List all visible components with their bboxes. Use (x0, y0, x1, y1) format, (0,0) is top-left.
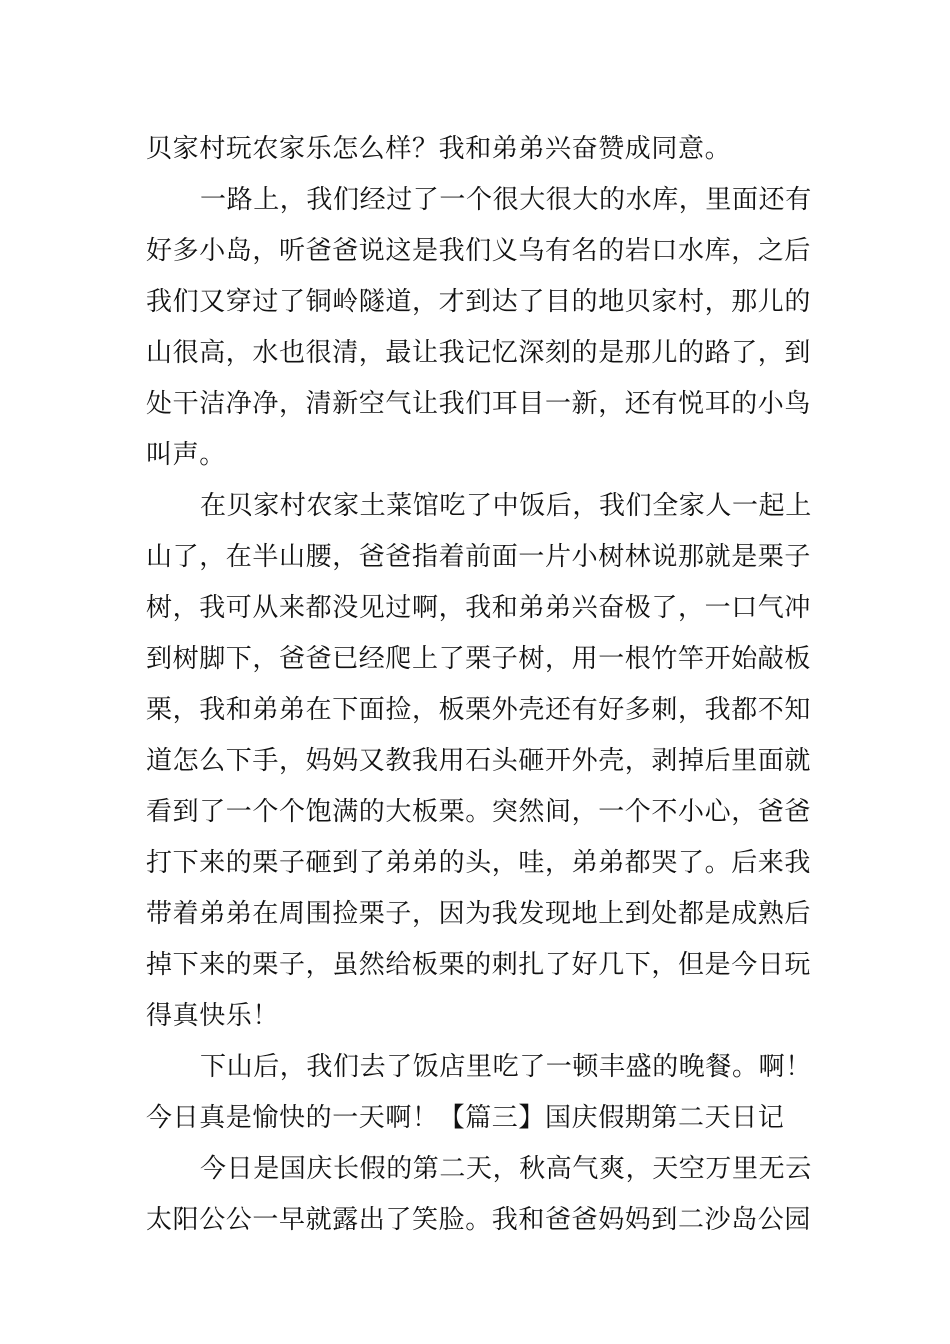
text-line: 一路上，我们经过了一个很大很大的水库，里面还有 (200, 185, 812, 215)
text-line: 山了，在半山腰，爸爸指着前面一片小树林说那就是栗子 (146, 542, 812, 572)
diary-text (146, 126, 812, 1248)
text-line: 贝家村玩农家乐怎么样？我和弟弟兴奋赞成同意。 (146, 134, 732, 164)
text-line: 我们又穿过了铜岭隧道，才到达了目的地贝家村，那儿的 (146, 287, 812, 317)
text-line: 带着弟弟在周围捡栗子，因为我发现地上到处都是成熟后 (146, 899, 812, 929)
text-line: 今日真是愉快的一天啊！【篇三】国庆假期第二天日记 (146, 1103, 785, 1133)
text-line: 打下来的栗子砸到了弟弟的头，哇，弟弟都哭了。后来我 (146, 848, 812, 878)
text-line: 叫声。 (146, 440, 226, 470)
text-line: 到树脚下，爸爸已经爬上了栗子树，用一根竹竿开始敲板 (146, 644, 812, 674)
text-line: 得真快乐！ (146, 1001, 280, 1031)
text-line: 太阳公公一早就露出了笑脸。我和爸爸妈妈到二沙岛公园 (146, 1205, 812, 1235)
text-line: 树，我可从来都没见过啊，我和弟弟兴奋极了，一口气冲 (146, 593, 812, 623)
text-line: 好多小岛，听爸爸说这是我们义乌有名的岩口水库，之后 (146, 236, 812, 266)
text-line: 掉下来的栗子，虽然给板栗的刺扎了好几下，但是今日玩 (146, 950, 812, 980)
text-line: 在贝家村农家土菜馆吃了中饭后，我们全家人一起上 (200, 491, 812, 521)
text-line: 栗，我和弟弟在下面捡，板栗外壳还有好多刺，我都不知 (146, 695, 812, 725)
text-line: 道怎么下手，妈妈又教我用石头砸开外壳，剥掉后里面就 (146, 746, 812, 776)
text-line: 看到了一个个饱满的大板栗。突然间，一个不小心，爸爸 (146, 797, 812, 827)
text-line: 今日是国庆长假的第二天，秋高气爽，天空万里无云 (200, 1154, 812, 1184)
text-line: 山很高，水也很清，最让我记忆深刻的是那儿的路了，到 (146, 338, 812, 368)
text-line: 下山后，我们去了饭店里吃了一顿丰盛的晚餐。啊！ (200, 1052, 812, 1082)
text-line: 处干洁净净，清新空气让我们耳目一新，还有悦耳的小鸟 (146, 389, 812, 419)
